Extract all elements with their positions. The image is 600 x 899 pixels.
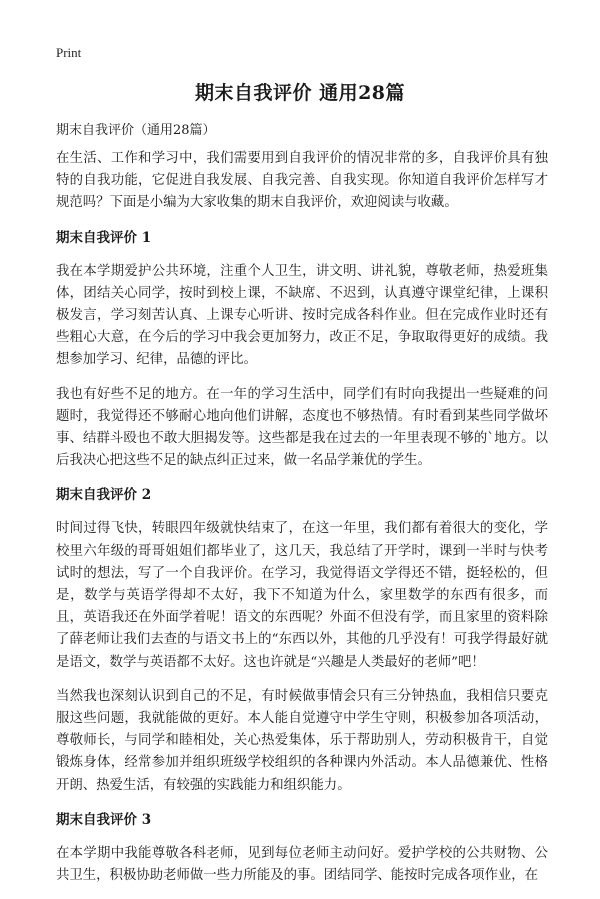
section-heading: 期末自我评价 1 xyxy=(56,229,152,246)
page-title: 期末自我评价 通用28篇 xyxy=(194,82,406,104)
print-link[interactable]: Print xyxy=(56,45,82,60)
article-body xyxy=(56,148,548,899)
section-1 xyxy=(56,227,548,473)
section-paragraph: 当然我也深刻认识到自己的不足，有时候做事情会只有三分钟热血，我相信只要克服这些问题，我就能做的更好。本人能自觉遵守中学生守则，积极参加各项活动，尊敬师长，与同学和睦相处，关心热爱集体，乐于帮助别人，劳动积极肯干，自觉锻炼身体，经常参加并组织班级学校组织的各种课内外活动。本人品德兼优、性格开朗、热爱生活，有较强的实践能力和组织能力。 xyxy=(56,688,548,793)
intro-paragraph: 在生活、工作和学习中，我们需要用到自我评价的情况非常的多，自我评价具有独特的自我功能，它促进自我发展、自我完善、自我实现。你知道自我评价怎样写才规范吗？下面是小编为大家收集的期末自我评价，欢迎阅读与收藏。 xyxy=(56,151,548,211)
section-paragraph: 在本学期中我能尊敬各科老师，见到每位老师主动问好。爱护学校的公共财物、公共卫生，积极协助老师做一些力所能及的事。团结同学、能按时完成各项作业，在 xyxy=(56,845,548,884)
section-heading: 期末自我评价 2 xyxy=(56,487,152,504)
section-heading: 期末自我评价 3 xyxy=(56,811,152,828)
section-paragraph: 我也有好些不足的地方。在一年的学习生活中，同学们有时向我提出一些疑难的问题时，我觉得还不够耐心地向他们讲解，态度也不够热情。有时看到某些同学做坏事、结群斗殴也不敢大胆揭发等。这些都是我在过去的一年里表现不够的`地方。以后我决心把这些不足的缺点纠正过来，做一名品学兼优的学生。 xyxy=(56,386,548,469)
section-paragraph: 时间过得飞快，转眼四年级就快结束了，在这一年里，我们都有着很大的变化，学校里六年级的哥哥姐姐们都毕业了，这几天，我总结了开学时，课到一半时与快考试时的想法，写了一个自我评价。在学习，我觉得语文学得还不错，挺轻松的，但是，数学与英语学得却不太好，我下不知道为什么，家里数学的东西有很多，而且，英语我还在外面学着呢！语文的东西呢？外面不但没有学，而且家里的资料除了薛老师让我们去查的与语文书上的“东西以外，其他的几乎没有！可我学得最好就是语文，数学与英语都不太好。这也许就是“兴趣是人类最好的老师”吧！ xyxy=(56,521,548,670)
section-2 xyxy=(56,484,548,796)
section-paragraph: 我在本学期爱护公共环境，注重个人卫生，讲文明、讲礼貌，尊敬老师，热爱班集体，团结关心同学，按时到校上课，不缺席、不迟到，认真遵守课堂纪律，上课积极发言，学习刻苦认真、上课专心听讲、按时完成各科作业。但在完成作业时还有些粗心大意，在今后的学习中我会更加努力，改正不足，争取取得更好的成绩。我想参加学习、纪律，品德的评比。 xyxy=(56,263,548,368)
document-subtitle: 期末自我评价（通用28篇） xyxy=(56,123,216,138)
section-3 xyxy=(56,809,548,887)
